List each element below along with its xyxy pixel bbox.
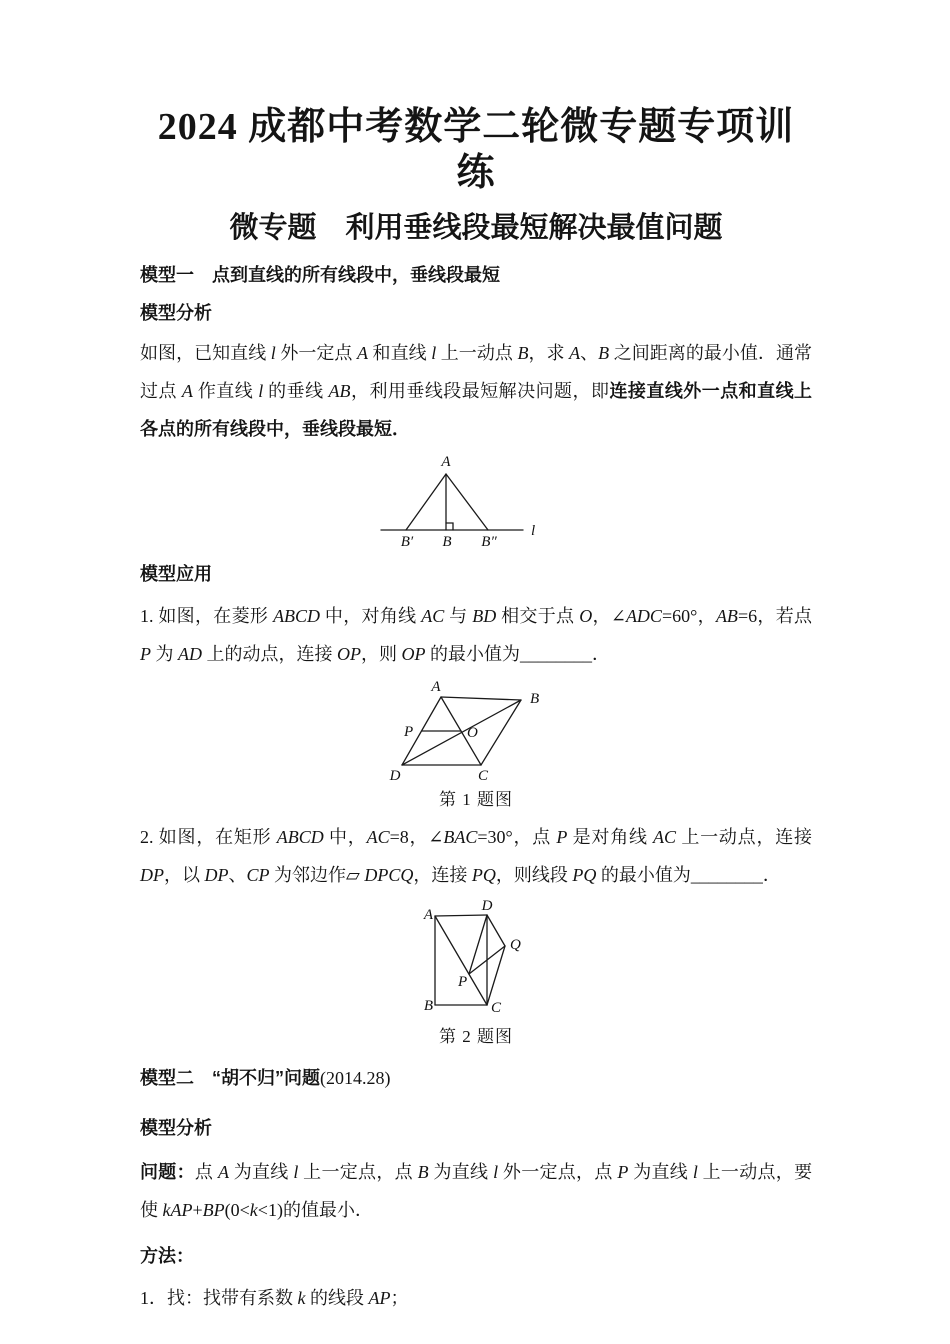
document-subtitle: 微专题 利用垂线段最短解决最值问题 — [229, 212, 723, 244]
fig-perp-label-Bdblprime: B″ — [481, 534, 497, 550]
figure-2-caption: 第 2 题图 — [439, 1027, 513, 1046]
side-AB — [441, 697, 521, 700]
model1-analysis-heading: 模型分析 — [140, 303, 212, 323]
segment-A-Bdblprime — [446, 474, 488, 530]
fig1-label-B: B — [530, 691, 540, 707]
model2-heading: 模型二 “胡不归”问题(2014.28) — [140, 1068, 391, 1088]
fig2-label-A: A — [423, 907, 433, 923]
rectangle-diagram — [414, 898, 538, 1016]
side-AD — [435, 915, 487, 916]
fig1-label-D: D — [389, 768, 401, 783]
segment-DQ — [487, 915, 505, 946]
model1-heading: 模型一 点到直线的所有线段中，垂线段最短 — [140, 265, 500, 285]
figure-2 — [140, 898, 812, 1049]
model1-application-heading: 模型应用 — [140, 564, 212, 584]
rectangle-lines — [435, 915, 505, 1005]
fig-perp-label-A: A — [441, 454, 451, 470]
fig1-label-C: C — [477, 768, 489, 783]
side-BC — [481, 700, 521, 765]
fig-perp-label-B: B — [442, 534, 452, 550]
rhombus-diagram — [366, 677, 586, 783]
segment-A-Bprime — [406, 474, 446, 530]
diagonal-BD — [402, 700, 521, 765]
figure-1-caption: 第 1 题图 — [439, 790, 513, 809]
fig2-label-Q: Q — [510, 937, 521, 953]
model2-method-step-1: 1．找：找带有系数 k 的线段 AP； — [140, 1288, 409, 1308]
segment-QC — [487, 946, 505, 1005]
perpendicular-lines — [381, 474, 523, 530]
right-angle-mark — [446, 523, 453, 530]
model1-analysis-paragraph: 如图，已知直线 l 外一定点 A 和直线 l 上一动点 B，求 A、B 之间距离的最小值．通常过点 A 作直线 l 的垂线 AB，利用垂线段最短解决问题，即连接直线外一点和直线上各点的所有线段中，垂线段最短． — [140, 343, 813, 439]
diagonal-AC — [435, 916, 487, 1005]
fig-perp-label-Bprime: B′ — [400, 534, 414, 550]
fig1-label-P: P — [404, 724, 414, 740]
model2-method-heading: 方法： — [140, 1246, 194, 1266]
fig2-label-P: P — [458, 974, 468, 990]
problem-1-text: 1. 如图，在菱形 ABCD 中，对角线 AC 与 BD 相交于点 O，∠ADC=60°，AB=6，若点 P 为 AD 上的动点，连接 OP，则 OP 的最小值为________． — [140, 606, 813, 664]
model2-analysis-heading: 模型分析 — [140, 1118, 212, 1138]
fig2-label-C: C — [491, 1000, 502, 1016]
fig-perp-label-l: l — [531, 523, 536, 539]
rhombus-lines — [402, 697, 521, 765]
fig1-label-O: O — [467, 725, 478, 741]
fig2-label-B: B — [423, 998, 433, 1014]
fig1-label-A: A — [431, 679, 441, 695]
fig2-label-D: D — [481, 898, 493, 914]
problem-2-text: 2. 如图，在矩形 ABCD 中，AC=8，∠BAC=30°，点 P 是对角线 AC 上一动点，连接 DP，以 DP、CP 为邻边作▱ DPCQ，连接 PQ，则线段 PQ 的最小值为________． — [140, 827, 813, 885]
model2-problem-paragraph: 问题：点 A 为直线 l 上一定点，点 B 为直线 l 外一定点，点 P 为直线 l 上一动点，要使 kAP+BP(0<k<1)的值最小． — [140, 1162, 813, 1220]
document-title: 2024 成都中考数学二轮微专题专项训练 — [157, 106, 795, 194]
figure-perpendicular — [140, 452, 812, 555]
segment-DP — [469, 915, 487, 974]
figure-1 — [140, 677, 812, 812]
perpendicular-diagram — [351, 452, 601, 550]
